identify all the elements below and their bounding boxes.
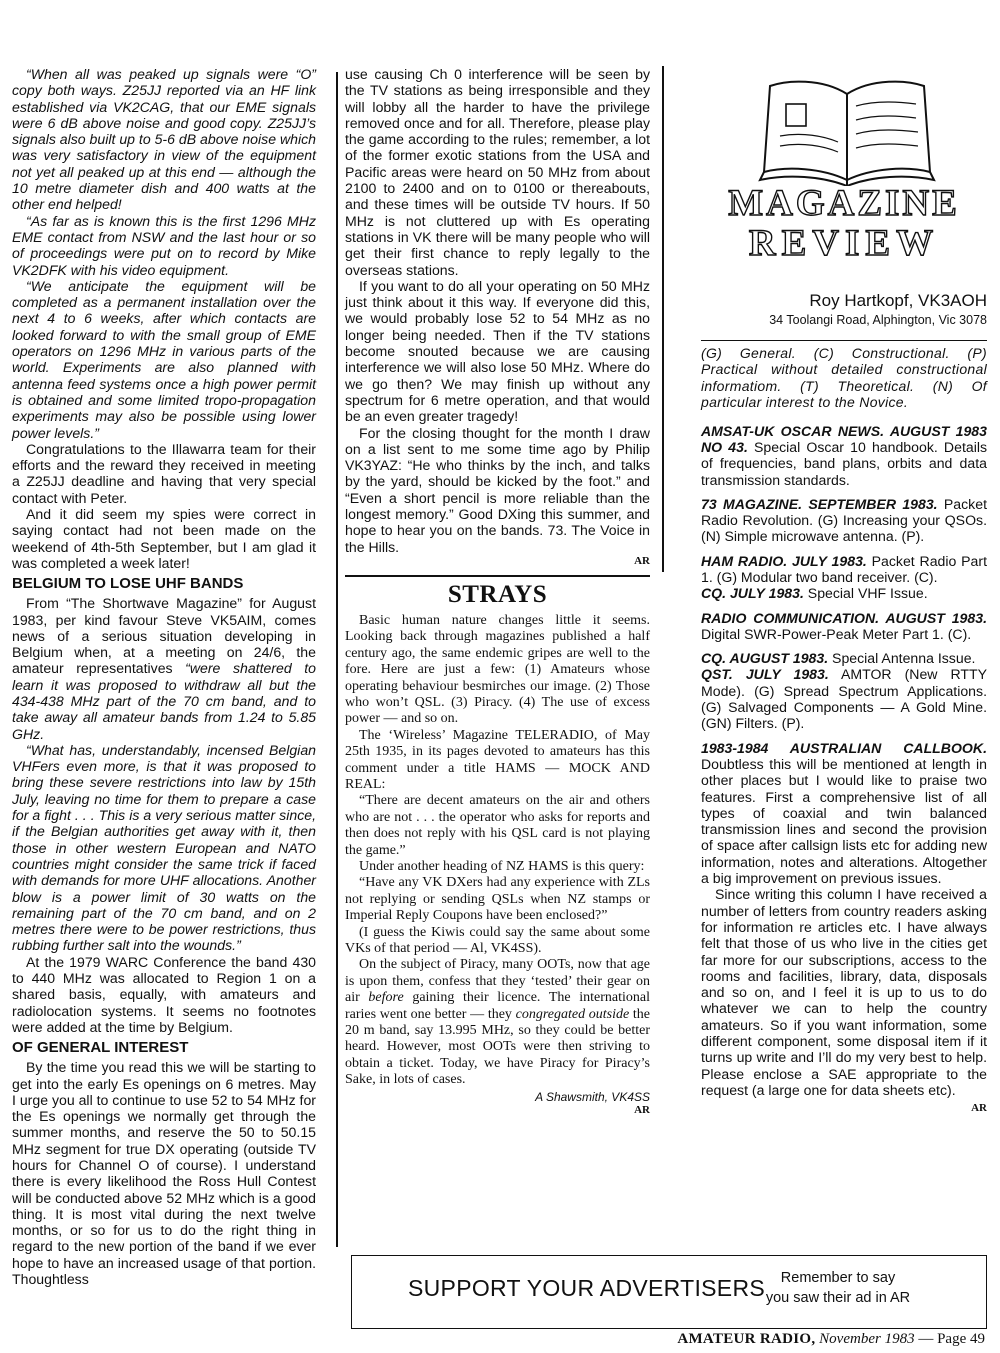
eme-quote-paragraph: “When all was peaked up signals were “O” copy both ways. Z25JJ reported via an HF link established via VK2CAG, that our EME signals were 6 dB above noise and good copy. Z25JJ’s signals also built up to 5-6 dB above noise which was very satisfactory in view of the equipment not yet all peaked up at this end — although the 10 metre diameter dish and 400 watts at the other end helped! <box>12 66 316 213</box>
piracy-text: On the subject of Piracy, many OOTs, now that age is upon them, confess that they ‘tested’ their gear on air <box>345 957 650 1006</box>
closing-paragraph: Since writing this column I have received a number of letters from country readers asking for information re articles etc. I have always felt that those of us who live in the cities get far more for our subscriptions, access to the rooms and facilities, library, data, disposals and so on, and I feel it is up to us to do whatever we can to help the country amateurs. So if you want information, some different component, some disposal item if it turns up write and I’ll do my very best to help. Please enclose a SAE appropriate to the request (a large one for data sheets etc). <box>701 886 987 1098</box>
spies-paragraph: And it did seem my spies were correct in saying contact had not been made on the weekend of 4th-5th September, but I am glad it was completed a week later! <box>12 506 316 571</box>
column-middle <box>345 66 650 1116</box>
review-entry <box>701 610 987 643</box>
piracy-text: gaining their licence. The international raries went one better — they <box>345 990 650 1022</box>
belgium-warc-paragraph: At the 1979 WARC Conference the band 430 to 440 MHz was allocated to Region 1 on a shared basis, equally, with amateurs and radiolocation systems. It seems no footnotes were added at the time by Belgium. <box>12 953 316 1035</box>
review-entry <box>701 553 987 586</box>
general-interest-paragraph: By the time you read this we will be starting to get into the early Es openings on 6 metres. May I urge you all to continue to use 52 to 54 MHz for the Es openings we normally get through the summer months, and reserve the 50 to 50.15 MHz segment for true DX operating (outside TV hours for Channel O of course). I understand there is every likelihood the Ross Hull Contest will be conducted above 52 MHz which is a good thing. It is most vital during the next twelve months, or so for us to do the right thing in regard to the new portion of the band if we ever hope to have an increased usage of that portion. Thoughtless <box>12 1059 316 1288</box>
review-entry-text: AMTOR (New RTTY Mode). (G) Spread Spectrum Applications. (G) Salvaged Components — A Gold Mine. (GN) Filters. (P). <box>701 666 987 732</box>
review-entry-title: HAM RADIO. JULY 1983. <box>701 552 867 569</box>
tagline-line: Remember to say <box>780 1270 896 1286</box>
strays-signature: A Shawsmith, VK4SS <box>535 1089 650 1104</box>
footer-page-number: — Page 49 <box>914 1331 985 1347</box>
continued-paragraph: use causing Ch 0 interference will be seen by the TV stations as being irresponsible and they will lobby all the harder to have the privilege removed once and for all. Therefore, please play the game according to the rules; remember, a lot of the former exotic stations from the USA and Pacific areas were heard on 50 MHz from about 2100 to 2400 and on to 0100 or thereabouts, and these times will be outside TV hours. If 50 MHz is not cluttered up with Es operating stations in VK there will be many people who will get their first chance to reply legally to the overseas stations. <box>345 66 650 278</box>
author-name: Roy Hartkopf, VK3AOH <box>809 291 987 310</box>
review-entry <box>701 650 987 666</box>
strays-title: STRAYS <box>447 580 548 608</box>
column-left <box>12 66 316 1287</box>
review-entry <box>701 496 987 545</box>
review-entry <box>701 666 987 731</box>
author-address: 34 Toolangi Road, Alphington, Vic 3078 <box>769 313 987 327</box>
strays-paragraph: “Have any VK DXers had any experience with ZLs not replying or sending QSLs when NZ stamps or Imperial Reply Coupons have been enclosed?” <box>345 875 650 924</box>
review-legend: (G) General. (C) Constructional. (P) Practical without detailed constructional informatiom. (T) Theoretical. (N) Of particular interest to the Novice. <box>701 340 987 411</box>
belgium-intro-text: From “The Shortwave Magazine” for August 1983, per kind favour Steve VK5AIM, comes news of a serious situation developing in Belgium when, at a meeting on 24/6, the amateur representatives <box>12 595 316 677</box>
review-entry-title: 1983-1984 AUSTRALIAN CALLBOOK. <box>701 739 987 756</box>
piracy-emphasis: congregated outside <box>515 1006 630 1022</box>
strays-body <box>345 613 650 1089</box>
heading-general-interest: OF GENERAL INTEREST <box>12 1039 189 1057</box>
strays-paragraph: Basic human nature changes little it seems. Looking back through magazines published a half century ago, the same endemic gripes are well to the fore. Here are just a few: (1) Amateurs whose operating behaviour besmirches our image. (2) Those who won’t QSL. (3) Piracy. (4) The use of excess power — and so on. <box>345 612 650 727</box>
belgium-quote-paragraph: “What has, understandably, incensed Belgian VHFers even more, is that it was proposed to bring these severe restrictions into law by 15th July, leaving no time for them to prepare a case for a fight . . . This is a very serious matter since, if the Belgian authorities get away with it, then those in other western European and NATO countries might consider the same trick if faced with demands for more UHF allocations. Another blow is a power limit of 30 watts on the remaining part of the 70 cm band, and on 2 metres there were to be power restrictions, thus rubbing further salt into the wounds.” <box>12 741 316 954</box>
operating-paragraph: If you want to do all your operating on 50 MHz just think about it this way. If everyone did this, we would probably lose 52 to 54 MHz as no longer being needed. Then if the TV stations become snouted because we are causing interference we will also lose 50 MHz. Where do we go then? We may finish up without any spectrum for 6 metre operation, and that would be an even greater tragedy! <box>345 277 650 425</box>
review-entry-title: CQ. JULY 1983. <box>701 585 804 602</box>
review-entry-text: Special Antenna Issue. <box>828 650 976 667</box>
end-mark-ar: AR <box>634 554 650 567</box>
congrats-paragraph: Congratulations to the Illawarra team for their efforts and the reward they received in meeting a Z25JJ deadline and having that very special contact with Peter. <box>12 440 316 506</box>
advertisers-banner-headline: SUPPORT YOUR ADVERTISERS <box>408 1275 765 1301</box>
review-entry-text: Digital SWR-Power-Peak Meter Part 1. (C). <box>701 625 972 642</box>
review-entry-title: CQ. AUGUST 1983. <box>701 650 829 667</box>
strays-paragraph: “There are decent amateurs on the air and others who are not . . . the operator who asks for reports and then does not reply with his QSL card is not playing the game.” <box>345 793 650 858</box>
page-footer <box>677 1330 985 1348</box>
eme-quote-paragraph: “As far as is known this is the first 1296 MHz EME contact from NSW and the last hour or so of proceedings were put on to record by Mike VK2DFK with his video equipment. <box>12 212 316 278</box>
column-right <box>701 66 987 1114</box>
review-entry-title: 73 MAGAZINE. SEPTEMBER 1983. <box>701 495 938 512</box>
footer-magazine: AMATEUR RADIO, <box>677 1331 816 1347</box>
strays-section <box>345 575 650 1116</box>
advertisers-banner <box>351 1255 987 1329</box>
review-entry-text: Special VHF Issue. <box>803 585 928 602</box>
review-end-mark-ar: AR <box>971 1102 987 1115</box>
belgium-intro-paragraph <box>12 595 316 742</box>
footer-date: November 1983 <box>815 1331 915 1347</box>
review-entry-text: Packet Radio Part 1. (G) Modular two band receiver. (C). <box>701 552 987 585</box>
review-entry-title: QST. JULY 1983. <box>701 666 829 683</box>
strays-paragraph: (I guess the Kiwis could say the same about some VKs of that period — Al, VK4SS). <box>345 924 650 957</box>
column-rule-right <box>662 66 664 572</box>
belgium-intro-quote: “were shattered to learn it was proposed to withdraw all but the 434-438 MHz part of the 70 cm band, and to take away all amateur bands from 1.24 to 5.85 GHz. <box>12 660 316 742</box>
closing-thought-paragraph: For the closing thought for the month I draw on a list sent to me some time ago by Philip VK3YAZ: “He who thinks by the inch, and talks by the yard, should be kicked by the foot.” and “Even a short pencil is more reliable than the longest memory.” Good DXing this summer, and hope to hear you on the bands. 73. The Voice in the Hills. <box>345 424 650 555</box>
review-entry <box>701 585 987 601</box>
review-entry <box>701 423 987 488</box>
tagline-line: you saw their ad in AR <box>765 1290 911 1306</box>
strays-piracy-paragraph <box>345 957 650 1088</box>
review-entry-text: Packet Radio Revolution. (G) Increasing your QSOs. (N) Simple microwave antenna. (P). <box>701 495 987 545</box>
advertisers-banner-tagline <box>758 1268 918 1308</box>
magazine-title-word: MAGAZINE <box>728 183 960 224</box>
review-entry-text: Doubtless this will be mentioned at length in other places but I would like to praise two features. First a comprehensive list of all types of coaxial and twin balanced transmission lines and second the provision of space after callsign lists etc for adding new information, notes and alterations. Altogether a big improvement on previous issues. <box>701 755 987 887</box>
strays-paragraph: Under another heading of NZ HAMS is this query: <box>359 859 645 874</box>
review-title-word: REVIEW <box>748 223 940 264</box>
column-rule-middle <box>336 72 338 1247</box>
heading-belgium: BELGIUM TO LOSE UHF BANDS <box>12 575 244 593</box>
piracy-text: the 20 m band, say 13.995 MHz, so they could be better heard. However, most OOTs were then striving to obtain a ticket. Today, we have Piracy for Piracy’s Sake, in lots of cases. <box>345 1006 650 1088</box>
review-entry-title: AMSAT-UK OSCAR NEWS. AUGUST 1983 NO 43. <box>701 422 987 455</box>
eme-quote-paragraph: “We anticipate the equipment will be completed as a permanent installation over the next 4 to 6 weeks, after which contacts are looked forward to with the small group of EME operators on 1296 MHz in various parts of the world. Experiments are also planned with antenna feed systems once a high power permit is obtained and some limited tropo-propagation experiments may also be possible using lower power levels.” <box>12 277 316 441</box>
review-entry-title: RADIO COMMUNICATION. AUGUST 1983. <box>701 609 987 626</box>
piracy-emphasis: before <box>368 990 404 1006</box>
review-entry-text: Special Oscar 10 handbook. Details of frequencies, band plans, orbits and data transmission standards. <box>701 438 988 488</box>
review-entry <box>701 740 987 887</box>
strays-end-mark-ar: AR <box>634 1103 650 1116</box>
strays-paragraph: The ‘Wireless’ Magazine TELERADIO, of May 25th 1935, in its pages devoted to amateurs has this comment under a title HAMS — MOCK AND REAL: <box>345 727 650 792</box>
